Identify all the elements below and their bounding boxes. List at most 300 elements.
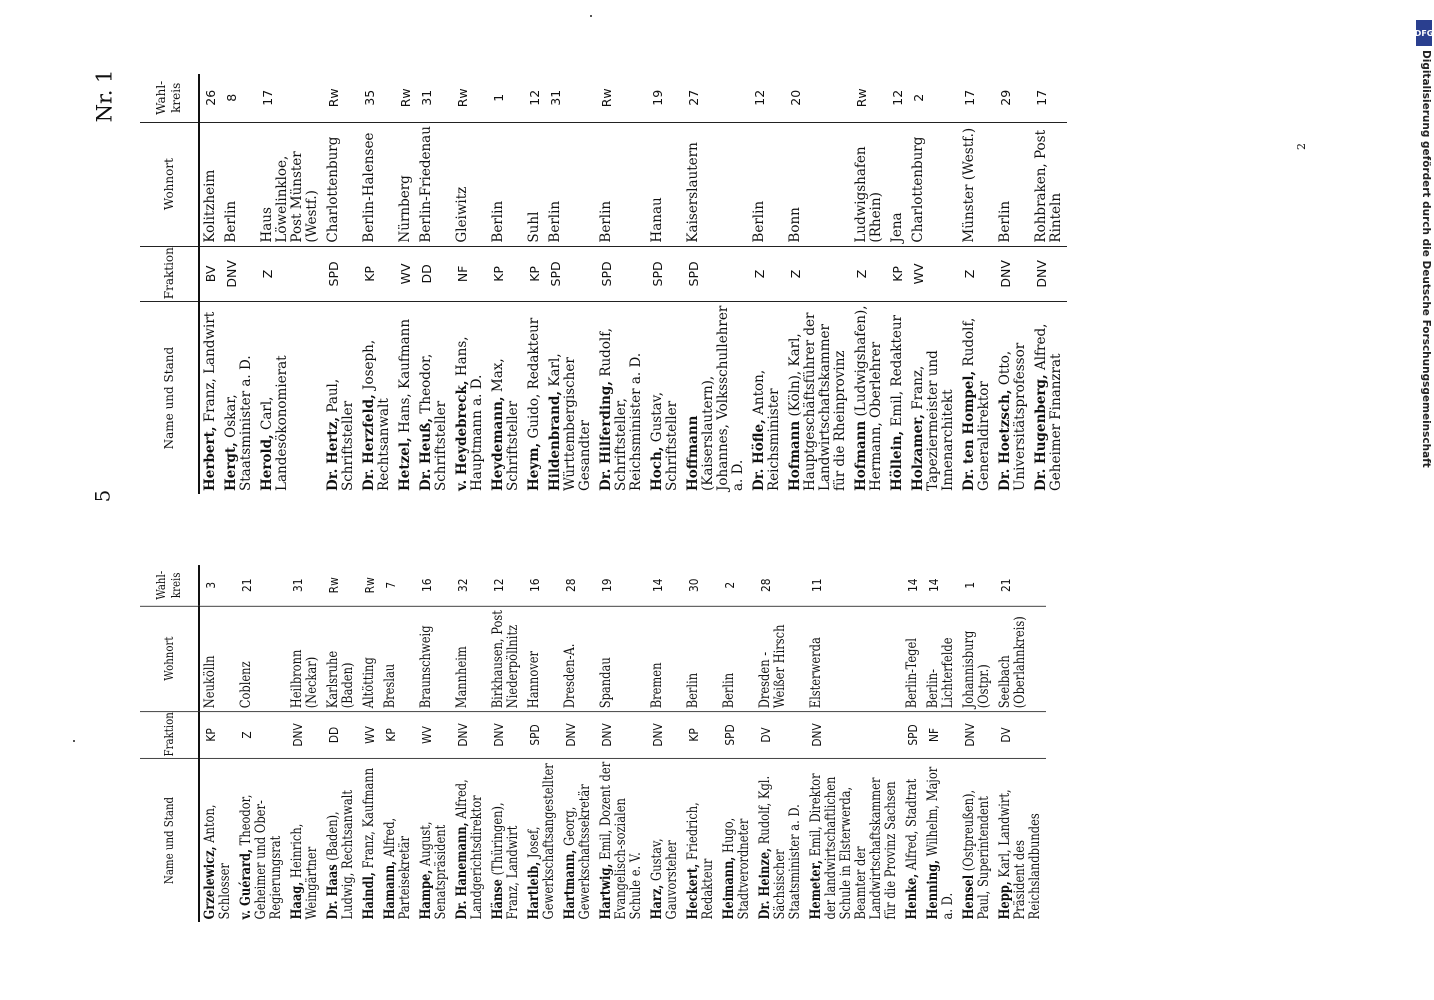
fraktion-cell: DD [323, 711, 359, 758]
member-details: Otto, Universitätsprofessor [997, 342, 1028, 491]
member-details: Emil, Direktor der landwirtschaftlichen Schule in Elsterwerda, Beamter der Landwirtschaftskammer für die Provinz Sachsen [808, 773, 899, 920]
fraktion-cell: DNV [452, 711, 488, 758]
left-register-table [140, 565, 1305, 922]
member-details: Karl, Landwirt, Präsident des Reichslandbundes [997, 789, 1043, 920]
member-details: Heinrich, Weingärtner [289, 823, 320, 920]
table-row [323, 74, 359, 494]
table-row [199, 565, 236, 922]
member-surname: Dr. Haas [325, 864, 341, 920]
wahlkreis-cell: 30 [683, 565, 719, 606]
member-surname: Dr. Heuß, [418, 417, 434, 491]
member-details: Gustav, Gauvorsteher [649, 838, 680, 920]
fraktion-cell: KP [683, 711, 719, 758]
member-surname: Dr. Hoetzsch, [997, 389, 1013, 491]
fraktion-cell: KP [359, 246, 395, 302]
wahlkreis-cell: 11 [806, 565, 902, 606]
member-surname: Dr. Hilferding, [598, 380, 614, 491]
fraktion-cell: DNV [221, 246, 257, 302]
wohnort-cell: Berlin [683, 606, 719, 711]
table-row [755, 565, 806, 922]
wahlkreis-cell: 16 [416, 565, 452, 606]
fraktion-cell: DD [416, 246, 452, 302]
wohnort-cell: Suhl [524, 122, 545, 246]
header-wahlkreis: Wahl-kreis [140, 565, 199, 606]
wohnort-cell: Münster (Westf.) [959, 122, 995, 246]
wahlkreis-cell: Rw [395, 74, 416, 122]
table-row [380, 565, 416, 922]
member-name-cell [647, 759, 683, 922]
fraktion-cell: DV [755, 711, 806, 758]
member-surname: Holzamer, [910, 413, 926, 491]
table-row [719, 565, 755, 922]
wahlkreis-cell: 1 [488, 74, 524, 122]
wohnort-cell: Coblenz [236, 606, 287, 711]
member-surname: v. Heydebreck, [454, 380, 470, 491]
member-surname: Dr. Hertz, [325, 416, 341, 491]
header-wohnort: Wohnort [140, 606, 199, 711]
member-details: Oskar, Staatsminister a. D. [223, 355, 254, 491]
wohnort-cell: Braunschweig [416, 606, 452, 711]
member-surname: Herbert, [202, 426, 218, 491]
table-row [199, 74, 221, 494]
member-details: Emil, Dozent der Evangelisch-sozialen Schule e. V. [598, 761, 644, 920]
header-name: Name und Stand [140, 759, 199, 922]
wohnort-cell: Seelbach (Oberlahnkreis) [995, 606, 1046, 711]
member-surname: Hartmann, [562, 849, 578, 920]
member-name-cell [488, 759, 524, 922]
member-surname: Hepp, [997, 881, 1013, 920]
table-row [995, 565, 1046, 922]
fraktion-cell: Z [785, 246, 851, 302]
member-surname: Dr. Herzfeld, [361, 394, 377, 491]
table-row [908, 74, 959, 494]
member-name-cell [806, 759, 902, 922]
wahlkreis-cell: 28 [755, 565, 806, 606]
fraktion-cell: WV [416, 711, 452, 758]
table-row [749, 74, 785, 494]
wohnort-cell: Berlin [749, 122, 785, 246]
member-surname: Hartleib, [526, 861, 542, 920]
wahlkreis-cell: 2 [908, 74, 959, 122]
fraktion-cell: Z [749, 246, 785, 302]
member-details: Franz, Kaufmann [361, 767, 377, 873]
table-row [257, 74, 323, 494]
member-surname: Herold, [259, 434, 275, 491]
member-details: Anton, Reichsminister [751, 369, 782, 491]
member-name-cell [287, 759, 323, 922]
wohnort-cell: Bremen [647, 606, 683, 711]
member-details: Alfred, Landgerichtsdirektor [454, 779, 485, 920]
fraktion-cell: DNV [287, 711, 323, 758]
member-details: Theodor, Schriftsteller [418, 353, 449, 491]
scan-speck [590, 15, 592, 17]
member-name-cell [452, 302, 488, 494]
member-details: (Thüringen), Franz, Landwirt [490, 802, 521, 920]
member-details: Theodor, Geheimer und Ober-Regierungsrat [238, 794, 284, 920]
wohnort-cell: Karlsruhe (Baden) [323, 606, 359, 711]
wohnort-cell: Dresden-A. [560, 606, 596, 711]
member-surname: Hamann, [382, 860, 398, 920]
member-details: Hugo, Stadtverordneter [721, 817, 752, 920]
member-name-cell [395, 302, 416, 494]
wohnort-cell: Gleiwitz [452, 122, 488, 246]
wahlkreis-cell: 2 [719, 565, 755, 606]
header-wohnort: Wohnort [140, 122, 199, 246]
table-row [560, 565, 596, 922]
member-surname: v. Guérard, [238, 848, 254, 920]
member-surname: Haag, [289, 881, 305, 920]
wohnort-cell: Kolitzheim [199, 122, 221, 246]
table-row [524, 565, 560, 922]
member-name-cell [323, 302, 359, 494]
footnote-mark: 2 [1295, 143, 1308, 150]
wahlkreis-cell: 21 [236, 565, 287, 606]
member-name-cell [199, 759, 236, 922]
member-surname: Hartwig, [598, 863, 614, 920]
fraktion-cell: NF [923, 711, 959, 758]
member-surname: Hildenbrand, [547, 390, 563, 491]
table-row [1031, 74, 1067, 494]
wohnort-cell: Berlin [719, 606, 755, 711]
member-details: Joseph, Rechtsanwalt [361, 339, 392, 491]
header-fraktion: Fraktion [140, 246, 199, 302]
wohnort-cell: Charlottenburg [323, 122, 359, 246]
table-row [959, 565, 995, 922]
wohnort-cell: Neukölln [199, 606, 236, 711]
wohnort-cell: Heilbronn (Neckar) [287, 606, 323, 711]
member-name-cell [545, 302, 596, 494]
member-details: Alfred, Stadtrat [904, 778, 920, 874]
header-wahlkreis: Wahl-kreis [140, 74, 199, 122]
member-details: Alfred, Geheimer Finanzrat [1033, 323, 1064, 491]
table-row [416, 565, 452, 922]
member-name-cell [908, 302, 959, 494]
member-name-cell [995, 302, 1031, 494]
table-row [395, 74, 416, 494]
member-details: Max, Schriftsteller [490, 358, 521, 491]
member-details: Paul, Schriftsteller [325, 378, 356, 491]
member-name-cell [560, 759, 596, 922]
member-name-cell [959, 302, 995, 494]
wohnort-cell: Altötting [359, 606, 380, 711]
member-surname: Dr. ten Hompel, [961, 370, 977, 491]
member-name-cell [749, 302, 785, 494]
wahlkreis-cell: 14 [647, 565, 683, 606]
table-row [647, 74, 683, 494]
fraktion-cell: SPD [683, 246, 749, 302]
table-row [851, 74, 887, 494]
wohnort-cell: Haus Löwelinkloe, Post Münster (Westf.) [257, 122, 323, 246]
fraktion-cell: KP [199, 711, 236, 758]
wahlkreis-cell: 17 [1031, 74, 1067, 122]
wohnort-cell: Breslau [380, 606, 416, 711]
table-row [488, 74, 524, 494]
member-name-cell [596, 759, 647, 922]
member-name-cell [785, 302, 851, 494]
table-row [323, 565, 359, 922]
wahlkreis-cell: Rw [323, 74, 359, 122]
member-surname: Heym, [526, 442, 542, 491]
wahlkreis-cell: Rw [323, 565, 359, 606]
fraktion-cell: KP [488, 246, 524, 302]
member-surname: Heydemann, [490, 396, 506, 491]
member-name-cell [959, 759, 995, 922]
table-row [524, 74, 545, 494]
member-surname: Hänse [490, 879, 506, 920]
member-details: August, Senatspräsident [418, 821, 449, 920]
wohnort-cell: Hannover [524, 606, 560, 711]
table-row [236, 565, 287, 922]
wohnort-cell: Berlin [488, 122, 524, 246]
wohnort-cell: Johannisburg (Ostpr.) [959, 606, 995, 711]
table-row [683, 74, 749, 494]
table-row [596, 74, 647, 494]
fraktion-cell: SPD [719, 711, 755, 758]
member-name-cell [923, 759, 959, 922]
fraktion-cell: SPD [323, 246, 359, 302]
member-details: Emil, Redakteur [889, 314, 905, 431]
table-row [806, 565, 902, 922]
table-row [488, 565, 524, 922]
wohnort-cell: Ludwigshafen (Rhein) [851, 122, 887, 246]
member-surname: Harz, [649, 884, 665, 920]
member-details: Hans, Hauptmann a. D. [454, 336, 485, 491]
digitization-note [1416, 10, 1434, 990]
fraktion-cell: SPD [524, 711, 560, 758]
wahlkreis-cell: 32 [452, 565, 488, 606]
table-row [545, 74, 596, 494]
member-details: Franz, Tapeziermeister und Innenarchitekt [910, 350, 956, 491]
member-surname: Henke, [904, 873, 920, 920]
member-name-cell [323, 759, 359, 922]
wohnort-cell: Berlin [995, 122, 1031, 246]
wohnort-cell: Berlin-Lichterfelde [923, 606, 959, 711]
fraktion-cell: SPD [902, 711, 923, 758]
member-surname: Grzelewicz, [202, 846, 218, 920]
wahlkreis-cell: 16 [524, 565, 560, 606]
member-details: Karl, Württembergischer Gesandter [547, 353, 593, 491]
fraktion-cell: DNV [995, 246, 1031, 302]
member-name-cell [995, 759, 1046, 922]
table-row [995, 74, 1031, 494]
fraktion-cell: DV [995, 711, 1046, 758]
member-details: Gustav, Schriftsteller [649, 392, 680, 491]
member-name-cell [236, 759, 287, 922]
header-name: Name und Stand [140, 302, 199, 494]
table-row [287, 565, 323, 922]
wohnort-cell: Elsterwerda [806, 606, 902, 711]
wohnort-cell: Dresden - Weißer Hirsch [755, 606, 806, 711]
member-name-cell [524, 759, 560, 922]
member-details: (Köln), Karl, Hauptgeschäftsführer der Landwirtschaftskammer für die Rheinprovinz [787, 312, 848, 491]
wahlkreis-cell: 14 [902, 565, 923, 606]
wahlkreis-cell: Rw [452, 74, 488, 122]
wahlkreis-cell: 27 [683, 74, 749, 122]
dfg-logo: DFG [1416, 20, 1432, 46]
wahlkreis-cell: 12 [488, 565, 524, 606]
member-details: Hans, Kaufmann [397, 318, 413, 438]
sheet-label: Nr. 1 [92, 69, 117, 123]
member-name-cell [221, 302, 257, 494]
wahlkreis-cell: 14 [923, 565, 959, 606]
header-fraktion: Fraktion [140, 711, 199, 758]
member-name-cell [452, 759, 488, 922]
member-name-cell [488, 302, 524, 494]
member-surname: Heckert, [685, 863, 701, 920]
member-name-cell [359, 302, 395, 494]
member-name-cell [755, 759, 806, 922]
member-name-cell [596, 302, 647, 494]
fraktion-cell: WV [395, 246, 416, 302]
wohnort-cell: Berlin-Friedenau [416, 122, 452, 246]
fraktion-cell: SPD [545, 246, 596, 302]
wohnort-cell: Rohbraken, Post Rinteln [1031, 122, 1067, 246]
wahlkreis-cell: 28 [560, 565, 596, 606]
member-surname: Henning, [925, 859, 941, 920]
member-details: Rudolf, Schriftsteller, Reichsminister a. D. [598, 327, 644, 491]
wohnort-cell: Mannheim [452, 606, 488, 711]
wahlkreis-cell: 12 [749, 74, 785, 122]
member-name-cell [719, 759, 755, 922]
table-row [416, 74, 452, 494]
member-surname: Hofmann [853, 420, 869, 491]
member-surname: Höllein, [889, 430, 905, 491]
table-row [452, 74, 488, 494]
fraktion-cell: BV [199, 246, 221, 302]
member-surname: Hensel [961, 874, 977, 920]
fraktion-cell: WV [359, 711, 380, 758]
member-surname: Haindl, [361, 872, 377, 920]
wohnort-cell: Kaiserslautern [683, 122, 749, 246]
member-name-cell [683, 759, 719, 922]
member-surname: Hemeter, [808, 860, 824, 920]
member-name-cell [257, 302, 323, 494]
table-row [683, 565, 719, 922]
member-name-cell [416, 302, 452, 494]
wahlkreis-cell: 12 [524, 74, 545, 122]
wahlkreis-cell: 29 [995, 74, 1031, 122]
member-name-cell [1031, 302, 1067, 494]
fraktion-cell: DNV [1031, 246, 1067, 302]
wohnort-cell: Hanau [647, 122, 683, 246]
member-name-cell [647, 302, 683, 494]
fraktion-cell: NF [452, 246, 488, 302]
wahlkreis-cell: 12 [887, 74, 908, 122]
member-details: Guido, Redakteur [526, 317, 542, 443]
wahlkreis-cell: Rw [596, 74, 647, 122]
table-row [221, 74, 257, 494]
fraktion-cell: Z [236, 711, 287, 758]
wahlkreis-cell: Rw [359, 565, 380, 606]
fraktion-cell: KP [524, 246, 545, 302]
member-name-cell [359, 759, 380, 922]
table-row [887, 74, 908, 494]
wohnort-cell: Berlin [545, 122, 596, 246]
member-details: Rudolf, Kgl. Sächsischer Staatsminister a. D. [757, 775, 803, 920]
wahlkreis-cell: 19 [647, 74, 683, 122]
member-surname: Hoffmann [685, 415, 701, 491]
wahlkreis-cell: 19 [596, 565, 647, 606]
member-surname: Dr. Hugenberg, [1033, 374, 1049, 491]
wahlkreis-cell: 17 [257, 74, 323, 122]
member-name-cell [851, 302, 887, 494]
table-row [785, 74, 851, 494]
fraktion-cell: Z [257, 246, 323, 302]
wohnort-cell: Berlin-Tegel [902, 606, 923, 711]
wohnort-cell: Berlin-Halensee [359, 122, 395, 246]
wahlkreis-cell: Rw [851, 74, 887, 122]
fraktion-cell: SPD [647, 246, 683, 302]
scan-speck [73, 740, 75, 742]
wohnort-cell: Birkhausen, Post Niederpöllnitz [488, 606, 524, 711]
member-name-cell [683, 302, 749, 494]
member-name-cell [887, 302, 908, 494]
wohnort-cell: Bonn [785, 122, 851, 246]
fraktion-cell: DNV [560, 711, 596, 758]
fraktion-cell: KP [380, 711, 416, 758]
table-row [647, 565, 683, 922]
wahlkreis-cell: 26 [199, 74, 221, 122]
member-details: (Baden), Ludwig, Rechtsanwalt [325, 790, 356, 920]
wohnort-cell: Berlin [221, 122, 257, 246]
member-name-cell [902, 759, 923, 922]
member-details: Wilhelm, Major a. D. [925, 766, 956, 920]
member-details: Josef, Gewerkschaftsangestellter [526, 763, 557, 920]
wahlkreis-cell: 8 [221, 74, 257, 122]
fraktion-cell: WV [908, 246, 959, 302]
member-surname: Heimann, [721, 856, 737, 920]
fraktion-cell: DNV [596, 711, 647, 758]
fraktion-cell: DNV [488, 711, 524, 758]
wahlkreis-cell: 3 [199, 565, 236, 606]
table-row [902, 565, 923, 922]
member-details: Friedrich, Redakteur [685, 802, 716, 920]
member-surname: Dr. Hanemann, [454, 822, 470, 920]
page-number: 5 [90, 489, 115, 503]
member-surname: Hetzel, [397, 437, 413, 491]
right-register-table [140, 74, 1305, 494]
member-surname: Hofmann [787, 420, 803, 491]
member-surname: Hergt, [223, 442, 239, 491]
member-details: Anton, Schlosser [202, 804, 233, 920]
member-surname: Hampe, [418, 869, 434, 920]
fraktion-cell: DNV [806, 711, 902, 758]
member-details: Franz, Landwirt [202, 311, 218, 427]
wohnort-cell: Nürnberg [395, 122, 416, 246]
table-row [596, 565, 647, 922]
member-details: Rudolf, Generaldirektor [961, 317, 992, 491]
wohnort-cell: Spandau [596, 606, 647, 711]
member-name-cell [524, 302, 545, 494]
member-details: Alfred, Parteisekretär [382, 817, 413, 920]
fraktion-cell: Z [959, 246, 995, 302]
table-row [923, 565, 959, 922]
table-row [359, 74, 395, 494]
member-details: (Kaiserslautern), Johannes, Volksschullehrer a. D. [700, 305, 746, 491]
member-name-cell [380, 759, 416, 922]
fraktion-cell: DNV [959, 711, 995, 758]
wahlkreis-cell: 17 [959, 74, 995, 122]
fraktion-cell: SPD [596, 246, 647, 302]
wahlkreis-cell: 31 [416, 74, 452, 122]
table-row [359, 565, 380, 922]
wohnort-cell: Berlin [596, 122, 647, 246]
table-row [452, 565, 488, 922]
member-details: (Ostpreußen), Paul, Superintendent [961, 789, 992, 920]
member-name-cell [199, 302, 221, 494]
wahlkreis-cell: 20 [785, 74, 851, 122]
wahlkreis-cell: 35 [359, 74, 395, 122]
